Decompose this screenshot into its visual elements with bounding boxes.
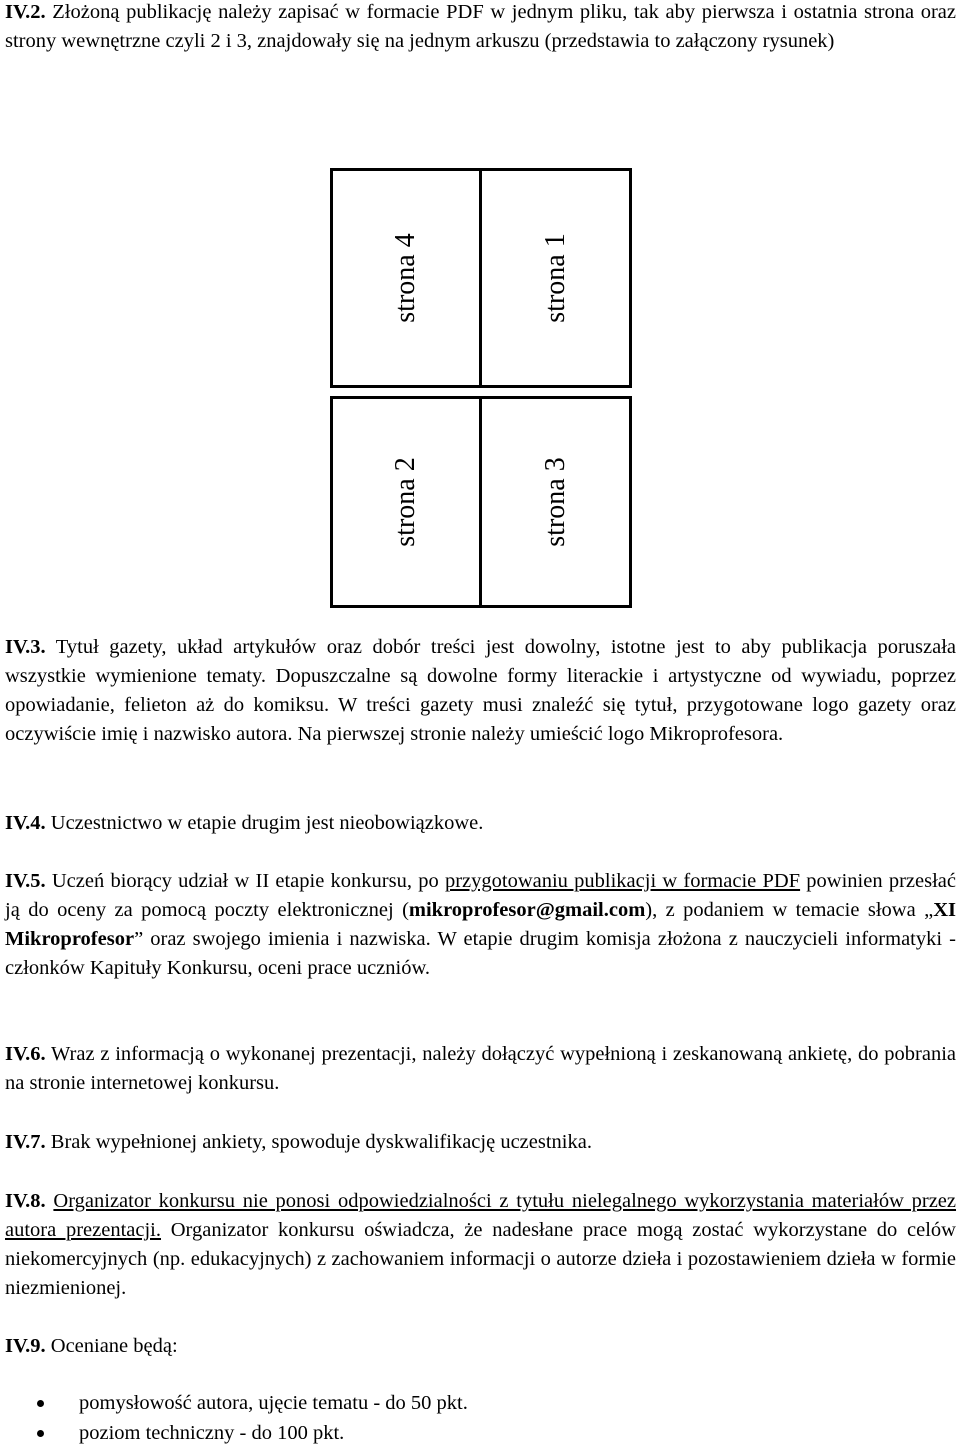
section-text: ” oraz swojego imienia i nazwiska. W etapie drugim komisja złożona z nauczycieli informatyki - członków Kapituły Konkursu, oceni prace uczniów.: [5, 928, 956, 979]
page-box-top-left: [330, 168, 482, 388]
section-label: IV.4.: [5, 812, 46, 834]
page-box-bottom-left: [330, 396, 482, 608]
section-text: Złożoną publikację należy zapisać w formacie PDF w jednym pliku, tak aby pierwsza i ostatnia strona oraz strony wewnętrzne czyli 2 i 3, znajdowały się na jednym arkuszu (przedstawia to załączony rysunek): [5, 1, 956, 52]
email-address: mikroprofesor@gmail.com: [408, 899, 646, 921]
section-underlined-text: przygotowaniu publikacji w formacie PDF: [444, 870, 801, 892]
page-label: strona 2: [390, 457, 421, 547]
criteria-list: [0, 1388, 960, 1448]
page-label: strona 3: [539, 457, 571, 547]
section-underlined-text: Organizator konkursu nie ponosi odpowiedzialności z tytułu nielegalnego wykorzystania materiałów przez autora prezentacji.: [5, 1190, 957, 1241]
imposition-diagram: [330, 168, 632, 608]
page-box-bottom-right: [479, 396, 632, 608]
page-label: strona 4: [390, 233, 421, 323]
section-iv8: [5, 1187, 956, 1303]
section-iv2: [5, 0, 956, 56]
section-label: IV.5.: [5, 870, 46, 892]
email-subject: XI Mikroprofesor: [5, 899, 956, 950]
section-iv4: [5, 809, 956, 838]
section-iv7: [5, 1128, 956, 1157]
section-iv5: [5, 867, 956, 983]
section-label: IV.8.: [5, 1190, 46, 1212]
section-label: IV.7.: [5, 1131, 46, 1153]
list-item-text: pomysłowość autora, ujęcie tematu - do 50 pkt.: [79, 1392, 468, 1414]
section-text: Oceniane będą:: [45, 1335, 178, 1357]
list-item: [0, 1388, 960, 1418]
section-text: Uczeń biorący udział w II etapie konkursu, po: [45, 870, 445, 892]
section-iv9: [5, 1332, 956, 1361]
section-text: Organizator konkursu oświadcza, że nadesłane prace mogą zostać wykorzystane do celów niekomercyjnych (np. edukacyjnych) z zachowaniem informacji o autorze dzieła i pozostawieniem dzieła w formie niezmienionej.: [5, 1219, 956, 1299]
list-item: [0, 1418, 960, 1448]
bullet-icon: [37, 1430, 44, 1437]
section-text: Brak wypełnionej ankiety, spowoduje dyskwalifikację uczestnika.: [45, 1131, 592, 1153]
section-iv6: [5, 1040, 956, 1098]
section-text: Wraz z informacją o wykonanej prezentacji, należy dołączyć wypełnioną i zeskanowaną ankietę, do pobrania na stronie internetowej konkursu.: [5, 1043, 956, 1094]
section-label: IV.3.: [5, 636, 46, 658]
bullet-icon: [37, 1400, 44, 1407]
section-iv3: [5, 633, 956, 749]
list-item-text: poziom techniczny - do 100 pkt.: [79, 1422, 345, 1444]
page-box-top-right: [479, 168, 632, 388]
section-text: Uczestnictwo w etapie drugim jest nieobowiązkowe.: [45, 812, 484, 834]
section-label: IV.6.: [5, 1043, 46, 1065]
section-text: powinien przesłać ją do oceny za pomocą poczty elektronicznej (: [5, 870, 956, 921]
section-text: Tytuł gazety, układ artykułów oraz dobór treści jest dowolny, istotne jest to aby publikacja poruszała wszystkie wymienione tematy. Dopuszczalne są dowolne formy literackie i artystyczne od wywiadu, poprzez opowiadanie, felieton aż do komiksu. W treści gazety musi znaleźć się tytuł, przygotowane logo gazety oraz oczywiście imię i nazwisko autora. Na pierwszej stronie należy umieścić logo Mikroprofesora.: [5, 636, 956, 745]
section-text: ), z podaniem w temacie słowa „: [645, 899, 934, 921]
section-label: IV.9.: [5, 1335, 46, 1357]
section-label: IV.2.: [5, 1, 46, 23]
page-label: strona 1: [539, 233, 571, 323]
